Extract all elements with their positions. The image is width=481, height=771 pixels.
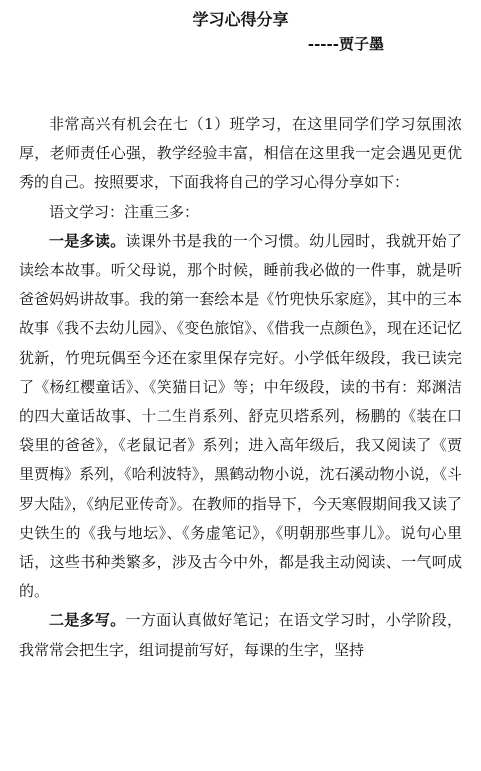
document-author: -----贾子墨 [307, 35, 384, 53]
section-heading: 语文学习：注重三多： [49, 202, 200, 221]
point-two-lead: 二是多写。 [49, 611, 126, 630]
point-two-text: 一方面认真做好笔记；在语文学习时，小学阶段，我常常会把生字，组词提前写好，每课的生字，坚持 [19, 611, 462, 659]
intro-paragraph: 非常高兴有机会在七（1）班学习，在这里同学们学习氛围浓厚，老师责任心强，教学经验丰富，相信在这里我一定会遇见更优秀的自己。按照要求，下面我将自己的学习心得分享如下： [19, 115, 462, 192]
document-body [19, 110, 462, 665]
point-one-lead: 一是多读。 [49, 231, 126, 250]
document-title: 学习心得分享 [192, 10, 289, 29]
point-one-text: 读课外书是我的一个习惯。幼儿园时，我就开始了读绘本故事。听父母说，那个时候，睡前我必做的一件事，就是听爸爸妈妈讲故事。我的第一套绘本是《竹兜快乐家庭》，其中的三本故事《我不去幼儿园》、《变色旅馆》、《借我一点颜色》，现在还记忆犹新，竹兜玩偶至今还在家里保存完好。小学低年级段，我已读完了《杨红樱童话》、《笑猫日记》等；中年级段，读的书有：郑渊洁的四大童话故事、十二生肖系列、舒克贝塔系列，杨鹏的《装在口袋里的爸爸》，《老鼠记者》系列；进入高年级后，我又阅读了《贾里贾梅》系列，《哈利波特》，黑鹤动物小说，沈石溪动物小说，《斗罗大陆》，《纳尼亚传奇》。在教师的指导下，今天寒假期间我又读了史铁生的《我与地坛》、《务虚笔记》，《明朝那些事儿》。说句心里话，这些书种类繁多，涉及古今中外，都是我主动阅读、一气呵成的。 [19, 231, 462, 601]
point-one-paragraph [19, 227, 462, 607]
point-two-paragraph [19, 606, 462, 664]
